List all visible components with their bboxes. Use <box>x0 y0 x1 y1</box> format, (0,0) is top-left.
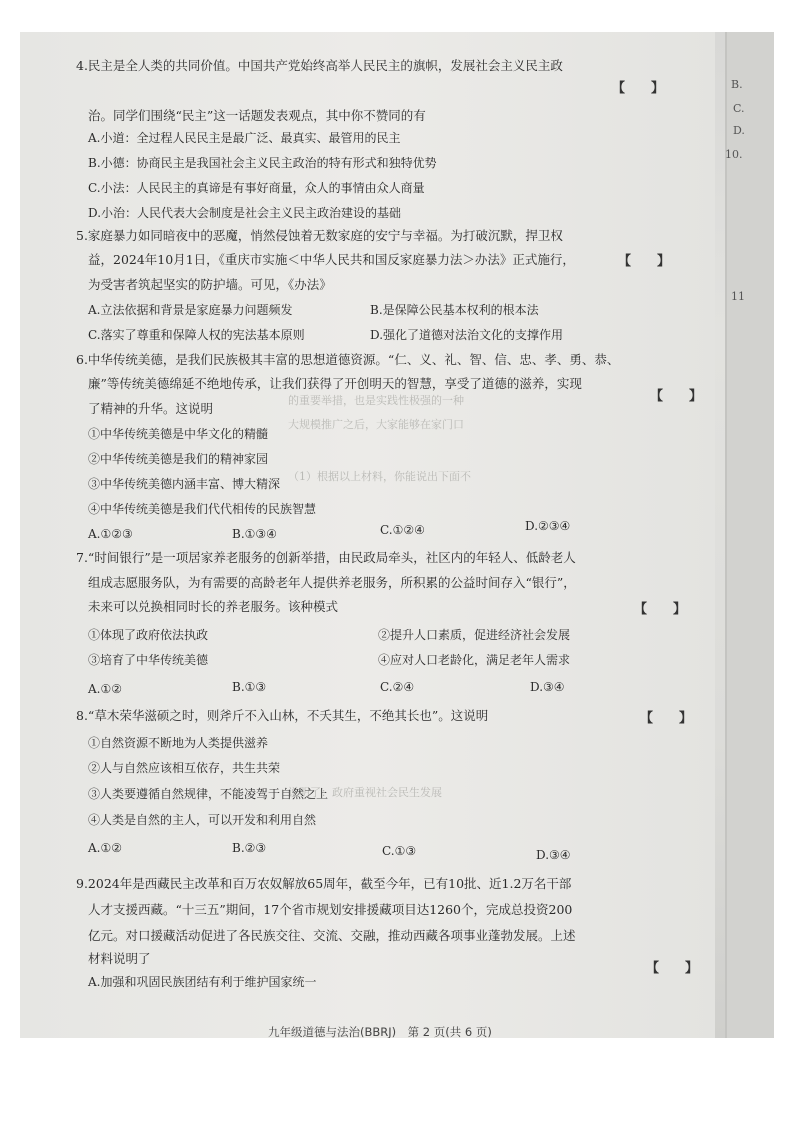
ghost-text: 大规模推广之后，大家能够在家门口 <box>288 418 464 431</box>
q6-stem: 廉”等传统美德绵延不绝地传承，让我们获得了开创明天的智慧，享受了道德的滋养，实现 <box>88 376 582 391</box>
answer-bracket: 【 】 <box>612 81 665 96</box>
q7-option-a: A.①② <box>88 682 122 696</box>
q9-stem: 9.2024年是西藏民主改革和百万农奴解放65周年，截至今年，已有10批、近1.2万名干部 <box>76 876 572 891</box>
q9-stem: 材料说明了 <box>88 951 151 966</box>
q4-option-b: B.小德：协商民主是我国社会主义民主政治的特有形式和独特优势 <box>88 156 437 170</box>
q6-option-d: D.②③④ <box>525 519 571 533</box>
q7-statement-1: ①体现了政府依法执政 <box>88 628 209 642</box>
q7-option-b: B.①③ <box>232 680 267 694</box>
q7-statement-3: ③培育了中华传统美德 <box>88 653 209 667</box>
q7-statement-4: ④应对人口老龄化，满足老年人需求 <box>378 653 571 667</box>
q9-stem: 亿元。对口援藏活动促进了各民族交往、交流、交融，推动西藏各项事业蓬勃发展。上述 <box>88 928 576 943</box>
q7-option-d: D.③④ <box>530 680 565 694</box>
q7-stem: 7.“时间银行”是一项居家养老服务的创新举措，由民政局牵头，社区内的年轻人、低龄老人 <box>76 550 576 565</box>
answer-bracket: 【 】 <box>640 711 693 726</box>
photo-background <box>20 32 774 1038</box>
answer-bracket: 【 】 <box>634 602 687 617</box>
q5-option-c: C.落实了尊重和保障人权的宪法基本原则 <box>88 328 305 342</box>
answer-bracket: 【 】 <box>646 961 699 976</box>
q8-stem: 8.“草木荣华滋硕之时，则斧斤不入山林，不夭其生，不绝其长也”。这说明 <box>76 708 489 723</box>
q8-option-d: D.③④ <box>536 848 571 862</box>
q4-option-c: C.小法：人民民主的真谛是有事好商量，众人的事情由众人商量 <box>88 181 425 195</box>
edge-label: 10. <box>725 148 743 161</box>
q8-statement-3: ③人类要遵循自然规律，不能凌驾于自然之上 <box>88 787 329 801</box>
q7-stem: 未来可以兑换相同时长的养老服务。该种模式 <box>88 599 339 614</box>
q8-option-a: A.①② <box>88 841 122 855</box>
q6-option-c: C.①②④ <box>380 523 425 537</box>
q6-statement-3: ③中华传统美德内涵丰富、博大精深 <box>88 477 281 491</box>
edge-label: D. <box>733 124 745 137</box>
edge-label: C. <box>733 102 745 115</box>
q4-option-d: D.小治：人民代表大会制度是社会主义民主政治建设的基础 <box>88 206 402 220</box>
q6-option-a: A.①②③ <box>88 527 133 541</box>
answer-bracket: 【 】 <box>650 389 703 404</box>
exam-page <box>20 32 715 1038</box>
edge-label: 11 <box>731 290 745 303</box>
q5-stem: 益，2024年10月1日，《重庆市实施＜中华人民共和国反家庭暴力法＞办法》正式施行， <box>88 252 575 267</box>
q5-stem: 5.家庭暴力如同暗夜中的恶魔，悄然侵蚀着无数家庭的安宁与幸福。为打破沉默，捍卫权 <box>76 228 563 243</box>
ghost-text: 说明了：政府重视社会民生发展 <box>288 786 442 799</box>
q8-statement-2: ②人与自然应该相互依存，共生共荣 <box>88 761 281 775</box>
edge-label: B. <box>731 78 743 91</box>
q5-stem: 为受害者筑起坚实的防护墙。可见，《办法》 <box>88 277 332 292</box>
q6-statement-4: ④中华传统美德是我们代代相传的民族智慧 <box>88 502 317 516</box>
q4-stem: 治。同学们围绕“民主”这一话题发表观点，其中你不赞同的有 <box>88 108 426 123</box>
q6-stem: 6.中华传统美德，是我们民族极其丰富的思想道德资源。“仁、义、礼、智、信、忠、孝、勇、恭、 <box>76 352 620 367</box>
q5-option-d: D.强化了道德对法治文化的支撑作用 <box>370 328 564 342</box>
q5-option-b: B.是保障公民基本权利的根本法 <box>370 303 539 317</box>
adjacent-page-edge <box>725 32 774 1038</box>
q4-option-a: A.小道：全过程人民民主是最广泛、最真实、最管用的民主 <box>88 131 401 145</box>
ghost-text: （1）根据以上材料，你能说出下面不 <box>288 470 471 483</box>
q8-statement-1: ①自然资源不断地为人类提供滋养 <box>88 736 269 750</box>
q6-statement-2: ②中华传统美德是我们的精神家园 <box>88 452 269 466</box>
q6-statement-1: ①中华传统美德是中华文化的精髓 <box>88 427 269 441</box>
q7-stem: 组成志愿服务队，为有需要的高龄老年人提供养老服务，所积累的公益时间存入“银行”， <box>88 575 576 590</box>
q4-stem: 4.民主是全人类的共同价值。中国共产党始终高举人民民主的旗帜，发展社会主义民主政 <box>76 58 563 73</box>
answer-bracket: 【 】 <box>618 254 671 269</box>
q5-option-a: A.立法依据和背景是家庭暴力问题频发 <box>88 303 293 317</box>
q7-option-c: C.②④ <box>380 680 415 694</box>
q6-option-b: B.①③④ <box>232 527 277 541</box>
q8-option-c: C.①③ <box>382 844 417 858</box>
q8-statement-4: ④人类是自然的主人，可以开发和利用自然 <box>88 813 317 827</box>
q6-stem: 了精神的升华。这说明 <box>88 401 214 416</box>
q8-option-b: B.②③ <box>232 841 267 855</box>
q9-option-a: A.加强和巩固民族团结有利于维护国家统一 <box>88 975 317 989</box>
q9-stem: 人才支援西藏。“十三五”期间，17个省市规划安排援藏项目达1260个，完成总投资200 <box>88 902 573 917</box>
q7-statement-2: ②提升人口素质，促进经济社会发展 <box>378 628 571 642</box>
ghost-text: 的重要举措，也是实践性极强的一种 <box>288 394 464 407</box>
page-footer: 九年级道德与法治(BBRJ) 第 2 页(共 6 页) <box>268 1025 492 1038</box>
